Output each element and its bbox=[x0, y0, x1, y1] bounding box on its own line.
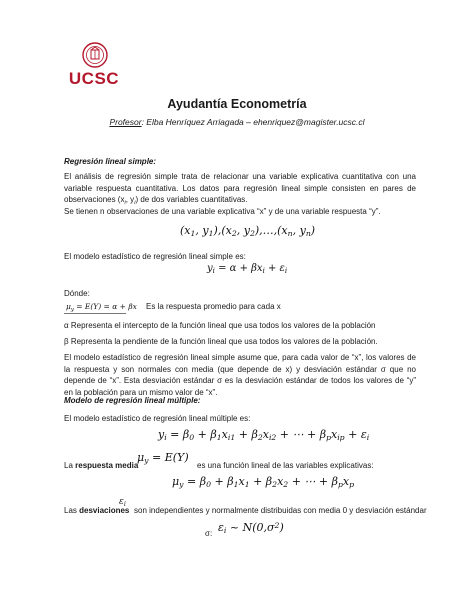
simple-model-label: El modelo estadístico de regresión lineal simple es: bbox=[64, 252, 246, 261]
sigma-label: σ: bbox=[205, 529, 213, 538]
la-text: La bbox=[64, 461, 76, 470]
beta-description: β Representa la pendiente de la función lineal que usa todos los valores de la población. bbox=[64, 337, 378, 346]
page-title: Ayudantía Econometría bbox=[167, 97, 307, 111]
epsilon-symbol: $\varepsilon_i$ bbox=[119, 497, 126, 508]
mean-line bbox=[64, 460, 138, 472]
professor-line bbox=[0, 117, 474, 127]
mean-label: respuesta media bbox=[75, 461, 139, 470]
multiple-heading: Modelo de regresión lineal múltiple: bbox=[64, 396, 201, 405]
simple-intro: El análisis de regresión simple trata de relacionar una variable explicativa cuantitativa con una variable respuesta cuantitativa. Los datos para regresión lineal simple consisten en pares de observaciones ($x_i$, $y_i$) de dos variables cuantitativas. bbox=[64, 172, 416, 206]
simple-intro-sep: , y bbox=[125, 195, 135, 204]
deviations-description: son independientes y normalmente distribuidas con media 0 y desviación estándar bbox=[134, 506, 427, 515]
logo-text: UCSC bbox=[68, 69, 120, 88]
deviations-label: desviaciones bbox=[79, 506, 130, 515]
simple-heading: Regresión lineal simple: bbox=[64, 157, 157, 166]
formula-underline bbox=[64, 313, 126, 314]
alpha-description: α Representa el intercepto de la función lineal que usa todos los valores de la población bbox=[64, 321, 376, 330]
n-observations-text: Se tienen n observaciones de una variable explicativa “x” y de una variable respuesta “y”. bbox=[64, 207, 381, 216]
seal-icon bbox=[82, 42, 108, 68]
mu-description: Es la respuesta promedio para cada x bbox=[146, 302, 281, 311]
simple-intro-a: El análisis de regresión simple trata de relacionar una variable explicativa cuantitativa con una variable respuesta cuantitativa. Los datos para regresión lineal simple consisten en pares de observaciones (x bbox=[64, 172, 416, 204]
simple-intro-b: ) de dos variables cuantitativas. bbox=[135, 195, 248, 204]
normal-distribution-formula: $\varepsilon_i$ ~ $N(0,\sigma^2)$ bbox=[218, 521, 284, 535]
multiple-model-formula: $y_i = \beta_0 + \beta_1x_{i1} + \beta_2x_{i2}$ + ⋯ + $\beta_px_{ip} + \varepsilon_i$ bbox=[158, 428, 370, 442]
professor-value: : Elba Henríquez Arriagada – ehenriquez@magister.ucsc.cl bbox=[141, 117, 365, 127]
professor-label: Profesor bbox=[109, 117, 142, 127]
mean-function-formula: $\mu_y = \beta_0 + \beta_1x_1 + \beta_2x_2$ + ⋯ + $\beta_px_p$ bbox=[172, 475, 355, 489]
multiple-model-label: El modelo estadístico de regresión lineal múltiple es: bbox=[64, 414, 251, 423]
mean-formula: $\mu_y = E(Y)$ bbox=[137, 451, 189, 465]
las-text: Las bbox=[64, 506, 80, 515]
mu-formula: $\mu_y = E(Y) = \alpha + \beta x$ bbox=[66, 302, 137, 313]
observation-pairs-formula: ($x_1$, $y_1),(x_2$, $y_2),\dots,(x_n$, $y_n$) bbox=[180, 224, 316, 238]
mean-description: es una función lineal de las variables explicativas: bbox=[197, 461, 374, 470]
assumption-paragraph: El modelo estadístico de regresión lineal simple asume que, para cada valor de “x”, los valores de la respuesta y son normales con media (que depende de x) y desviación estándar σ que no depende de “x”. Esta desviación estándar σ es la desviación estándar de todos los valores de “y” en la población para un mismo valor de “x”. bbox=[64, 353, 416, 397]
sub-i: i bbox=[124, 200, 126, 206]
donde-label: Dónde: bbox=[64, 289, 90, 298]
simple-model-formula: $y_i = \alpha + \beta x_i + \varepsilon_i$ bbox=[207, 263, 288, 275]
